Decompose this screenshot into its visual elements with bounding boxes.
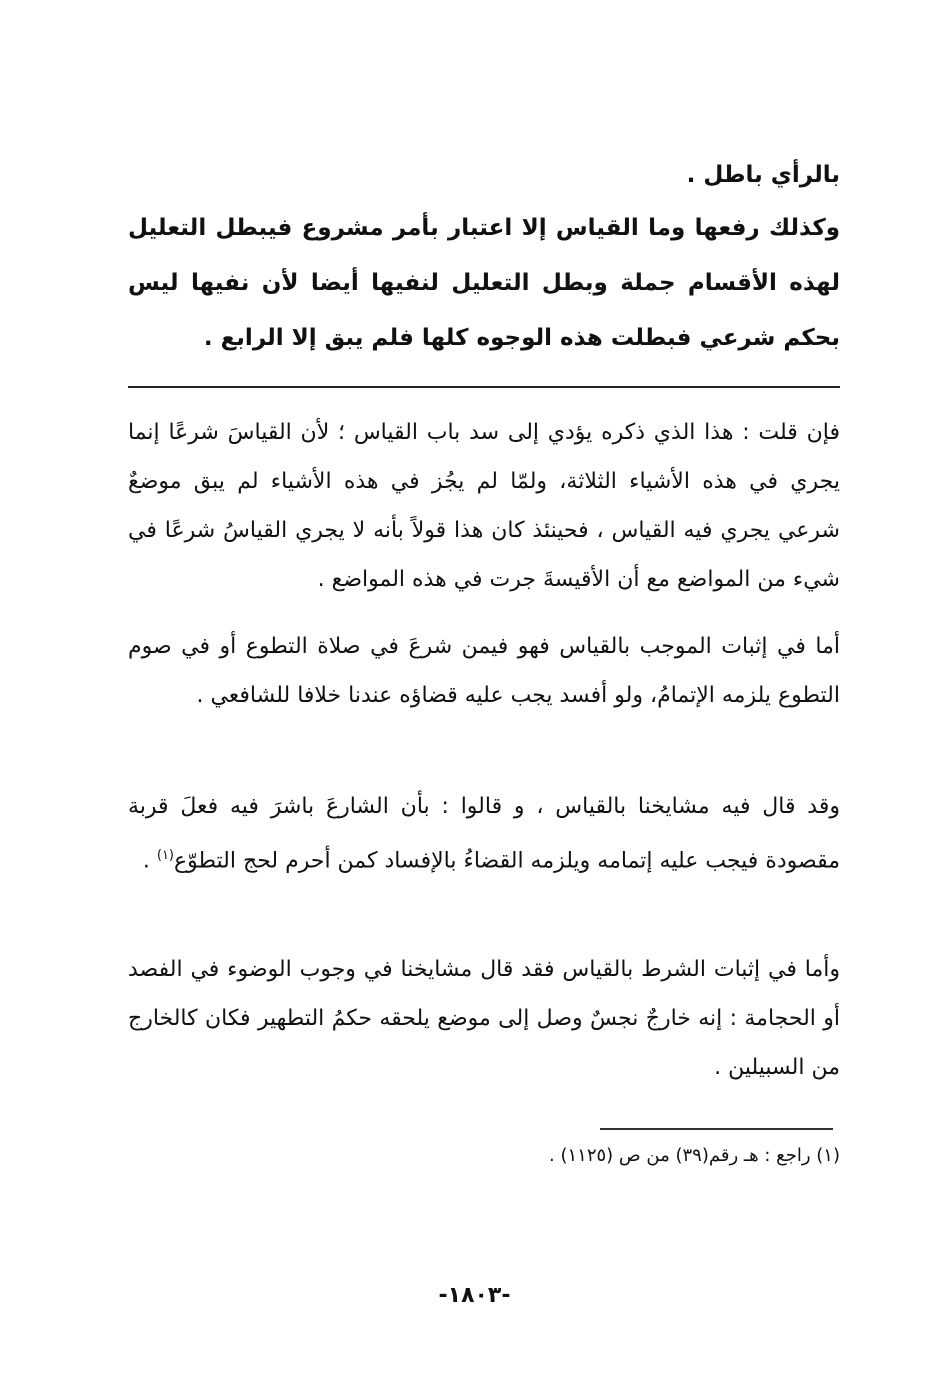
page-number: -١٨٠٣- bbox=[438, 1283, 511, 1308]
main-text-paragraph: وكذلك رفعها وما القياس إلا اعتبار بأمر مشروع فيبطل التعليل لهذه الأقسام جملة وبطل التعليل لنفيها أيضا لأن نفيها ليس بحكم شرعي فبطلت هذه الوجوه كلها فلم يبق إلا الرابع . bbox=[128, 215, 840, 351]
commentary-paragraph-3-end: . bbox=[142, 848, 157, 874]
main-text-line-1: بالرأي باطل . bbox=[686, 162, 840, 188]
commentary-paragraph-1: فإن قلت : هذا الذي ذكره يؤدي إلى سد باب القياس ؛ لأن القياسَ شرعًا إنما يجري في هذه الأشياء الثلاثة، ولمّا لم يجُز في هذه الأشياء لم يبق موضعٌ شرعي يجري فيه القياس ، فحينئذ كان هذا قولاً بأنه لا يجري القياسُ شرعًا في شيء من المواضع مع أن الأقيسةَ جرت في هذه المواضع . bbox=[128, 420, 840, 592]
footnote-marker: (١) bbox=[156, 848, 174, 863]
main-separator-rule bbox=[128, 386, 840, 388]
commentary-paragraph-3-text: وقد قال فيه مشايخنا بالقياس ، و قالوا : بأن الشارعَ باشرَ فيه فعلَ قربة مقصودة فيجب عليه إتمامه ويلزمه القضاءُ بالإفساد كمن أحرم لحج التطوّع bbox=[128, 794, 840, 874]
footnote-separator-rule bbox=[600, 1128, 833, 1130]
footnote: (١) راجع : هـ رقم(٣٩) من ص (١١٢٥) . bbox=[549, 1145, 840, 1166]
commentary-paragraph-4: وأما في إثبات الشرط بالقياس فقد قال مشايخنا في وجوب الوضوء في الفصد أو الحجامة : إنه خارجٌ نجسٌ وصل إلى موضع يلحقه حكمُ التطهير فكان كالخارج من السبيلين . bbox=[128, 957, 840, 1080]
commentary-paragraph-2: أما في إثبات الموجب بالقياس فهو فيمن شرعَ في صلاة التطوع أو في صوم التطوع يلزمه الإتمامُ، ولو أفسد يجب عليه قضاؤه عندنا خلافا للشافعي . bbox=[128, 634, 840, 708]
commentary-paragraph-3 bbox=[128, 782, 840, 885]
